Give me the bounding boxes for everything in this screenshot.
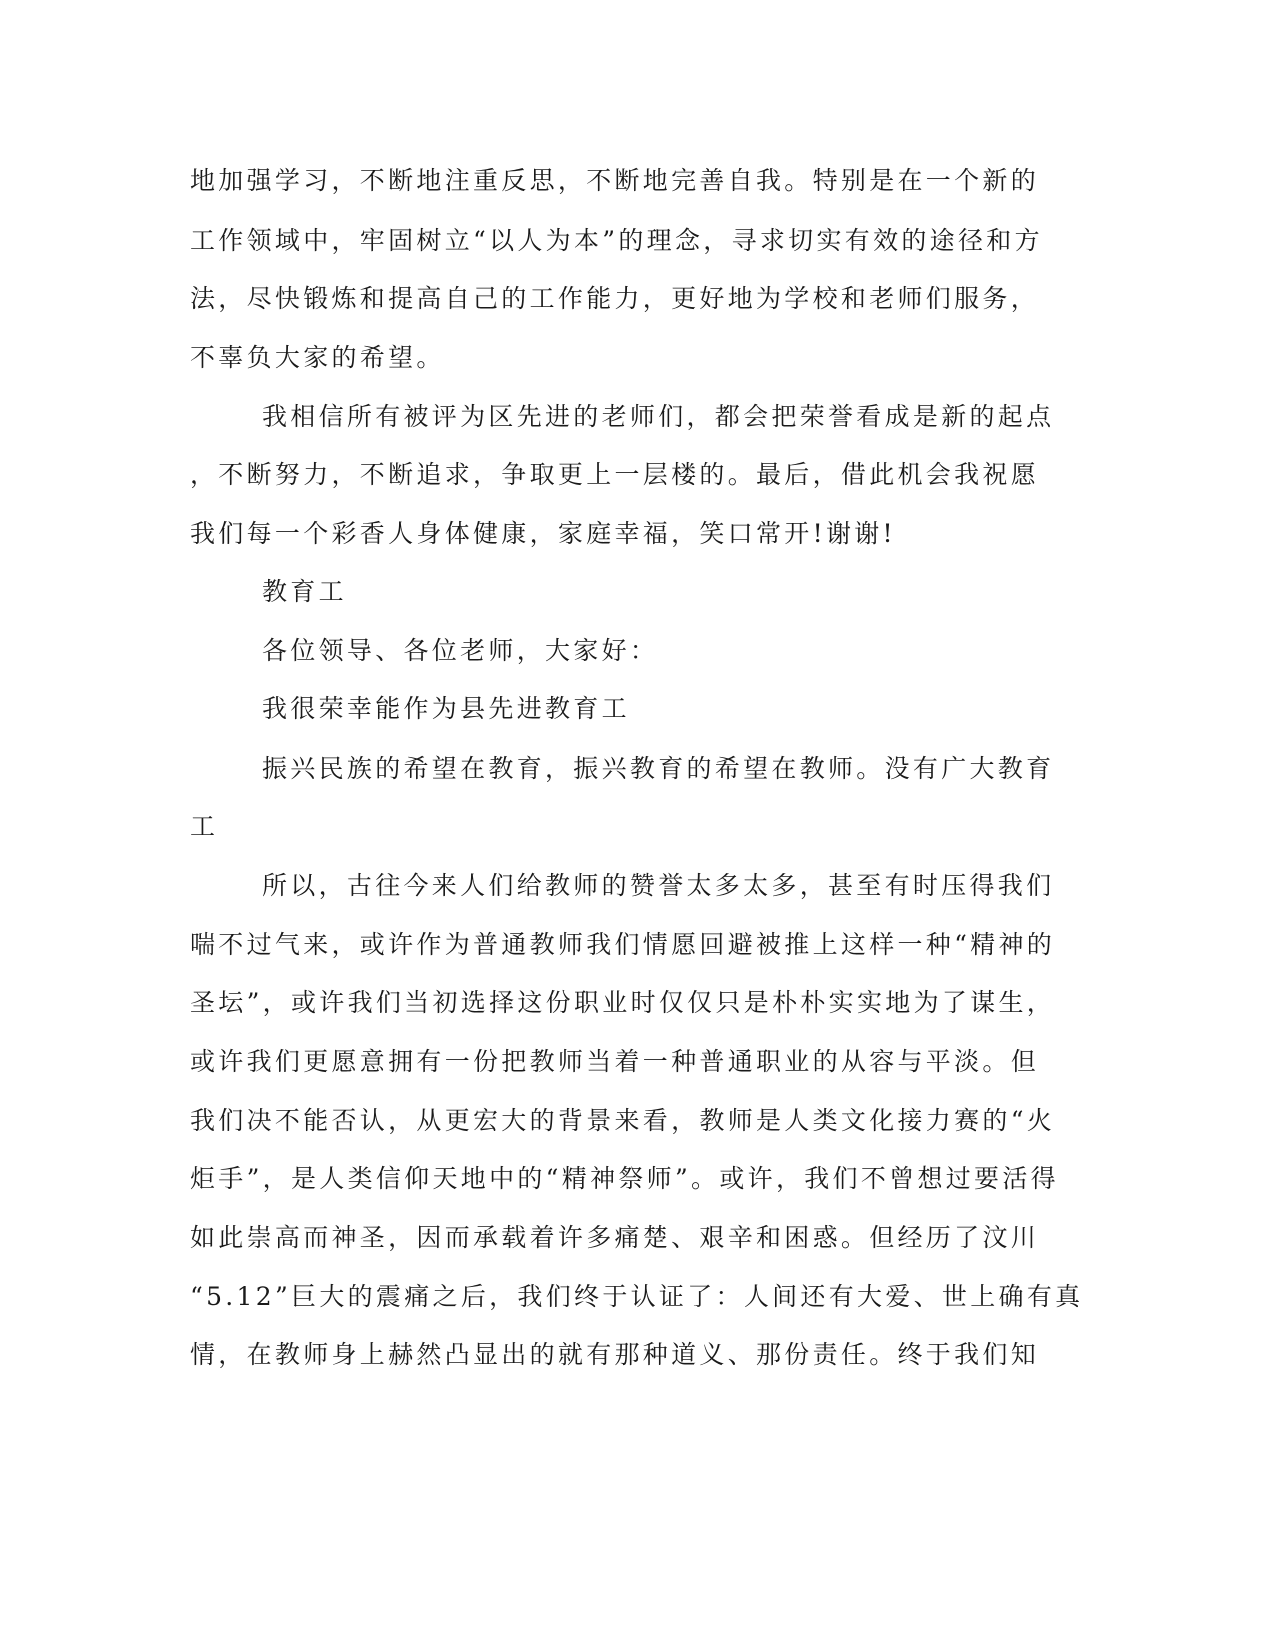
text-line: 炬手”，是人类信仰天地中的“精神祭师”。或许，我们不曾想过要活得	[190, 1164, 1059, 1193]
text-line: 所以，古往今来人们给教师的赞誉太多太多，甚至有时压得我们	[262, 871, 1055, 900]
text-line: 地加强学习，不断地注重反思，不断地完善自我。特别是在一个新的	[190, 166, 1040, 195]
text-line: 我们决不能否认，从更宏大的背景来看，教师是人类文化接力赛的“火	[190, 1106, 1056, 1135]
text-line: 情，在教师身上赫然凸显出的就有那种道义、那份责任。终于我们知	[190, 1340, 1040, 1369]
text-line: 工作领域中，牢固树立“以人为本”的理念，寻求切实有效的途径和方	[190, 226, 1043, 255]
text-line: 法，尽快锻炼和提高自己的工作能力，更好地为学校和老师们服务，	[190, 284, 1040, 313]
text-line: 或许我们更愿意拥有一份把教师当着一种普通职业的从容与平淡。但	[190, 1047, 1040, 1076]
text-line: 工	[190, 812, 219, 841]
text-line: 不辜负大家的希望。	[190, 343, 445, 372]
text-line: 教育工	[262, 577, 347, 606]
text-line: 我们每一个彩香人身体健康，家庭幸福，笑口常开!谢谢!	[190, 519, 896, 548]
text-line: 我很荣幸能作为县先进教育工	[262, 694, 630, 723]
text-line: 我相信所有被评为区先进的老师们，都会把荣誉看成是新的起点	[262, 402, 1055, 431]
text-line: ，不断努力，不断追求，争取更上一层楼的。最后，借此机会我祝愿	[190, 460, 1040, 489]
text-line: 振兴民族的希望在教育，振兴教育的希望在教师。没有广大教育	[262, 754, 1055, 783]
text-line: 各位领导、各位老师，大家好：	[262, 636, 659, 665]
text-line: “5.12”巨大的震痛之后，我们终于认证了：人间还有大爱、世上确有真	[190, 1282, 1084, 1311]
text-line: 喘不过气来，或许作为普通教师我们情愿回避被推上这样一种“精神的	[190, 930, 1056, 959]
text-line: 如此崇高而神圣，因而承载着许多痛楚、艰辛和困惑。但经历了汶川	[190, 1223, 1040, 1252]
text-line: 圣坛”，或许我们当初选择这份职业时仅仅只是朴朴实实地为了谋生，	[190, 988, 1056, 1017]
